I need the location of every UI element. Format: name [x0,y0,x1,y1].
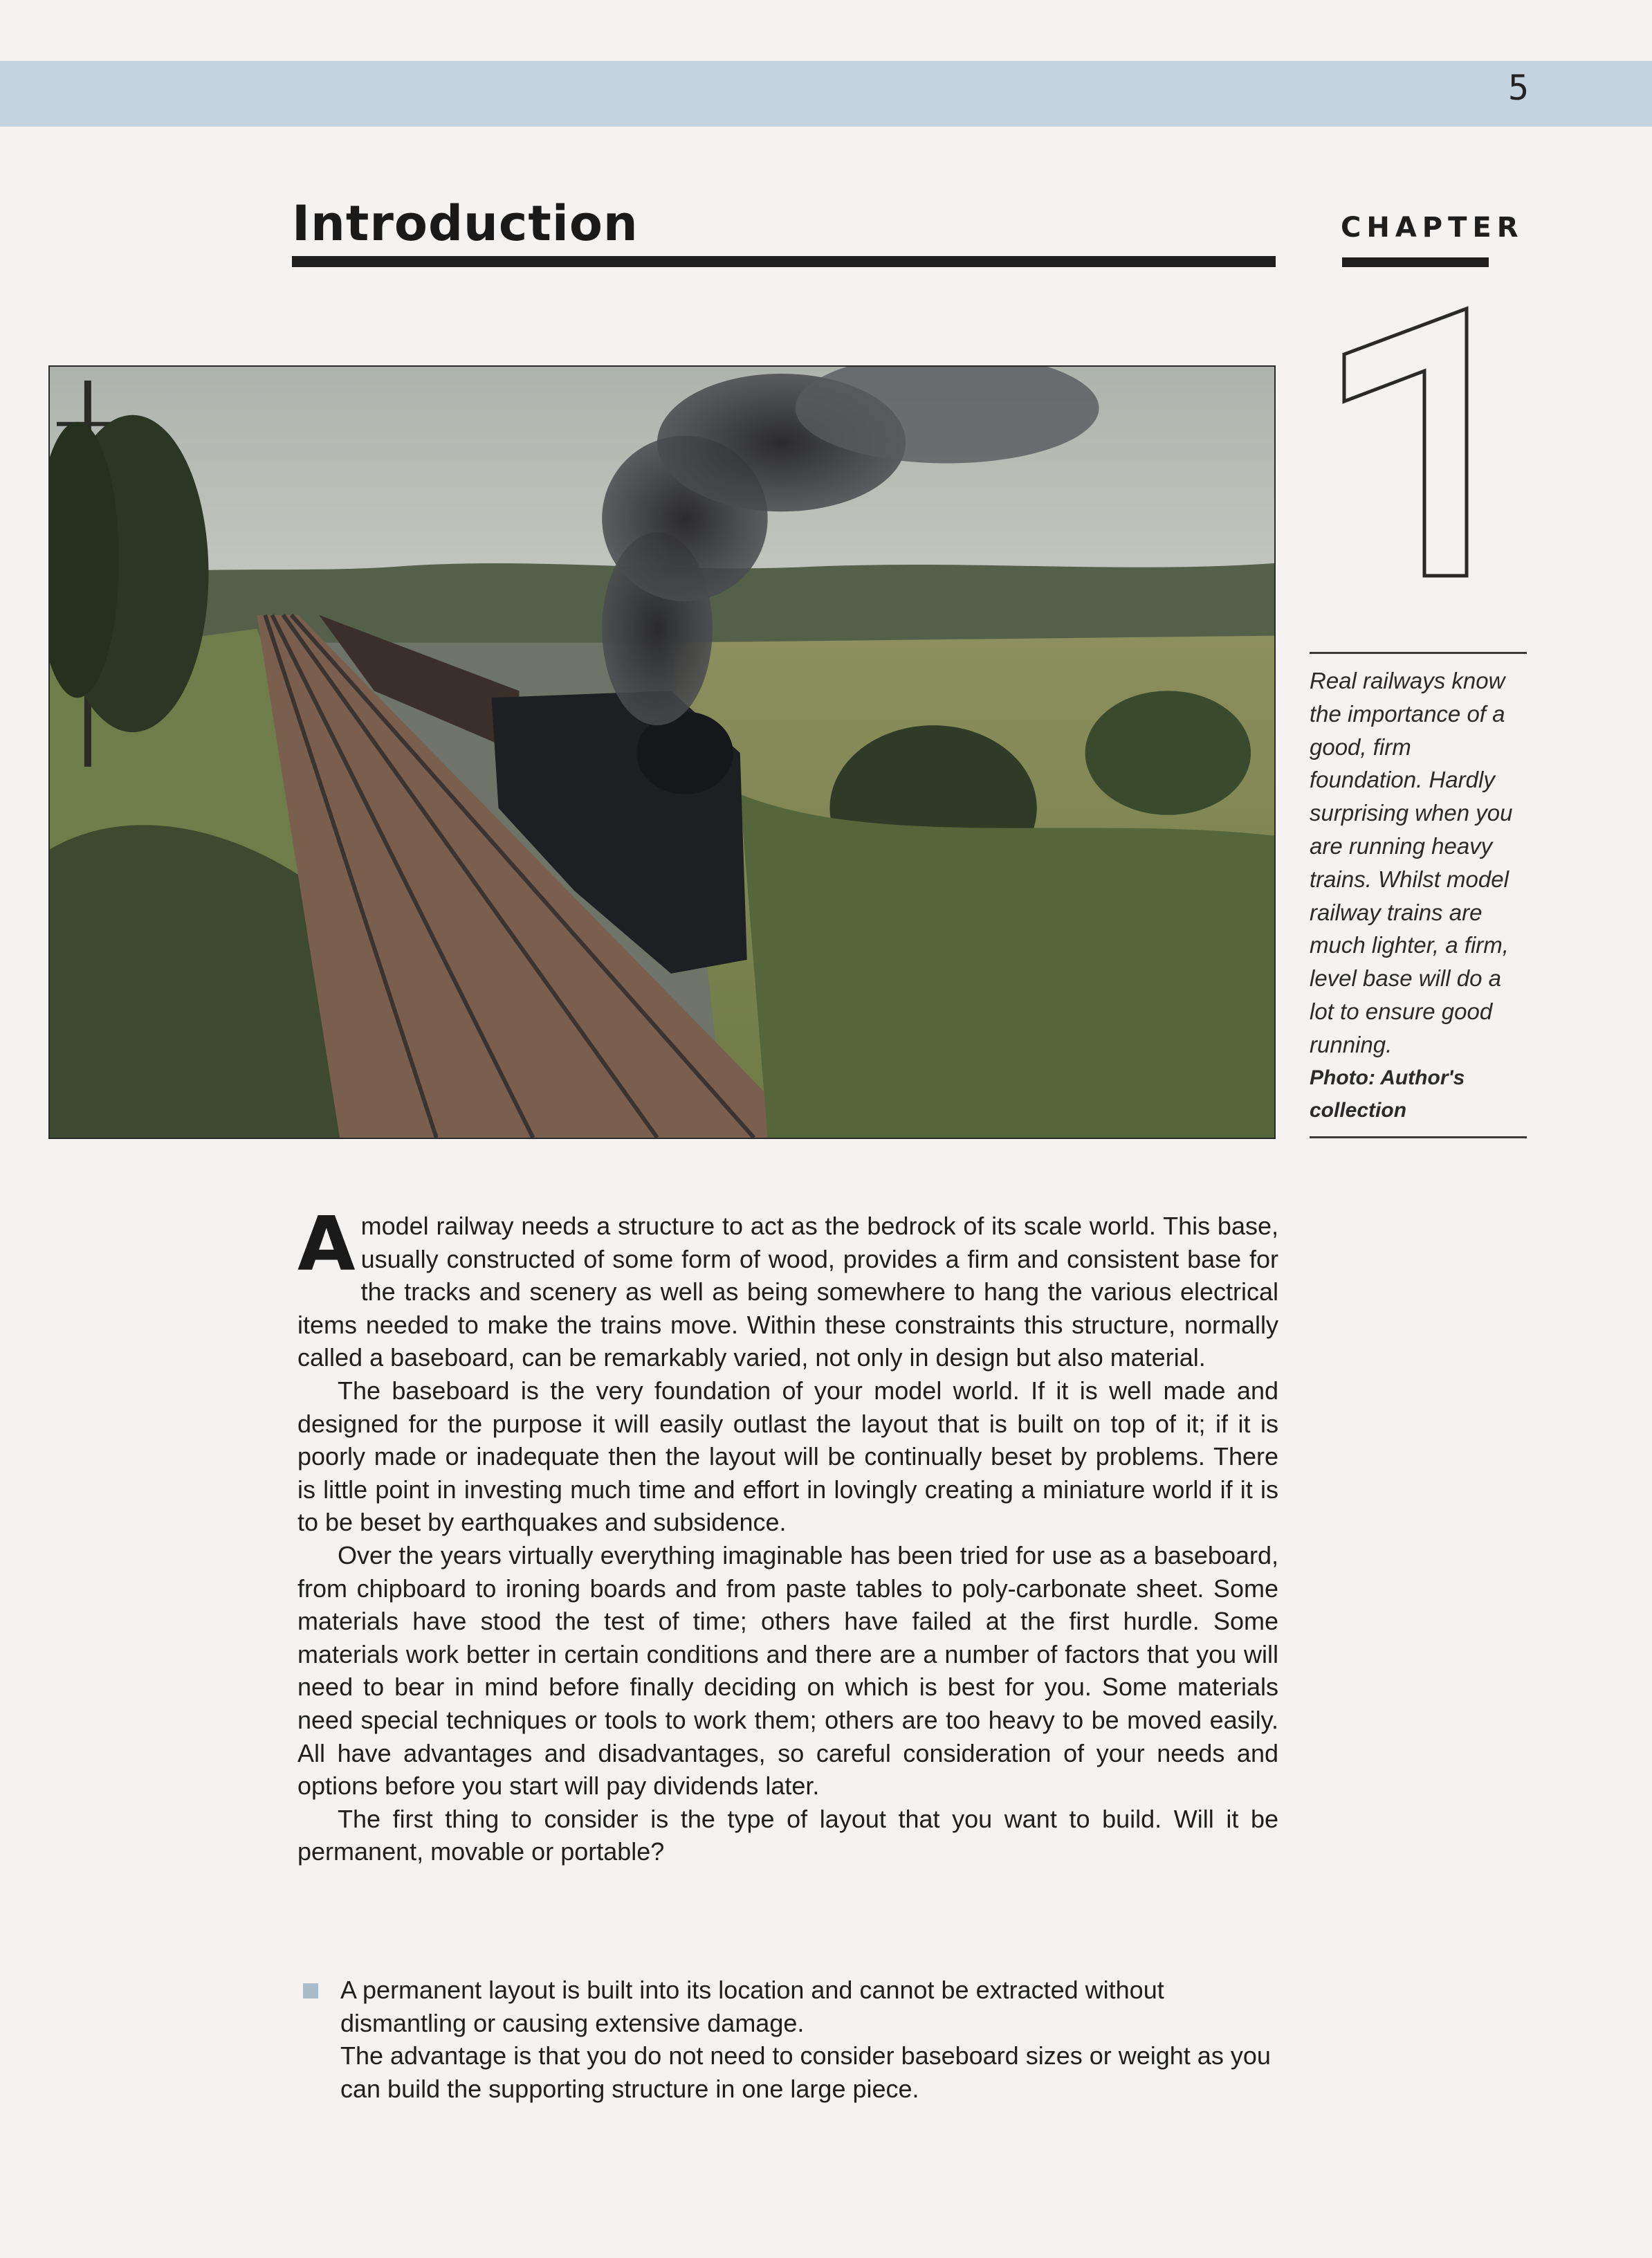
paragraph-4: The first thing to consider is the type of layout that you want to build. Will it be permanent, movable or portable? [297,1804,1278,1866]
paragraph-2: The baseboard is the very foundation of your model world. If it is well made and designed for the purpose it will easily outlast the layout that is built on top of it; if it is poorly made or inadequate then the layout will be continually beset by problems. There is little point in investing much time and effort in lovingly creating a miniature world if it is to be beset by earthquakes and subsidence. [297,1376,1278,1537]
caption-rule-bottom [1310,1136,1527,1138]
photo-caption [1310,664,1524,1127]
bullet-text [340,1974,1278,2105]
chapter-number [1339,304,1477,581]
bullet-line-2: The advantage is that you do not need to consider baseboard sizes or weight as you can build the supporting structure in one large piece. [340,2041,1271,2103]
caption-credit: Photo: Author's collection [1310,1066,1465,1122]
caption-rule-top [1310,652,1527,654]
chapter-title: Introduction [292,195,639,252]
bullet-square-icon [303,1983,318,1998]
paragraph-1-text: model railway needs a structure to act as the bedrock of its scale world. This base, usually constructed of some form of wood, provides a firm and consistent base for the tracks and scenery as well as being somewhere to hang the various electrical items needed to make the trains move. Within these constraints this structure, normally called a baseboard, can be remarkably varied, not only in design but also material. [297,1212,1278,1372]
bullet-line-1: A permanent layout is built into its location and cannot be extracted without dismantling or causing extensive damage. [340,1976,1164,2037]
paragraph-1 [297,1201,1278,1374]
chapter-label: CHAPTER [1341,212,1524,244]
title-rule [292,256,1276,267]
header-band [0,61,1652,127]
chapter-rule [1342,257,1489,267]
bullet-item [297,1974,1278,2105]
drop-cap: A [297,1201,356,1288]
page-number: 5 [1507,68,1530,108]
body-text [297,1201,1278,1868]
steam-train-photo [48,365,1276,1139]
paragraph-3: Over the years virtually everything imaginable has been tried for use as a baseboard, from chipboard to ironing boards and from paste tables to poly-carbonate sheet. Some materials have stood the test of time; others have failed at the first hurdle. Some materials work better in certain conditions and there are a number of factors that you will need to bear in mind before finally deciding on which is best for you. Some materials need special techniques or tools to work them; others are too heavy to be moved easily. All have advantages and disadvantages, so careful consideration of your needs and options before you start will pay dividends later. [297,1540,1278,1801]
caption-text: Real railways know the importance of a good, firm foundation. Hardly surprising when you are running heavy trains. Whilst model railway trains are much lighter, a firm, level base will do a lot to ensure good running. [1310,668,1513,1057]
